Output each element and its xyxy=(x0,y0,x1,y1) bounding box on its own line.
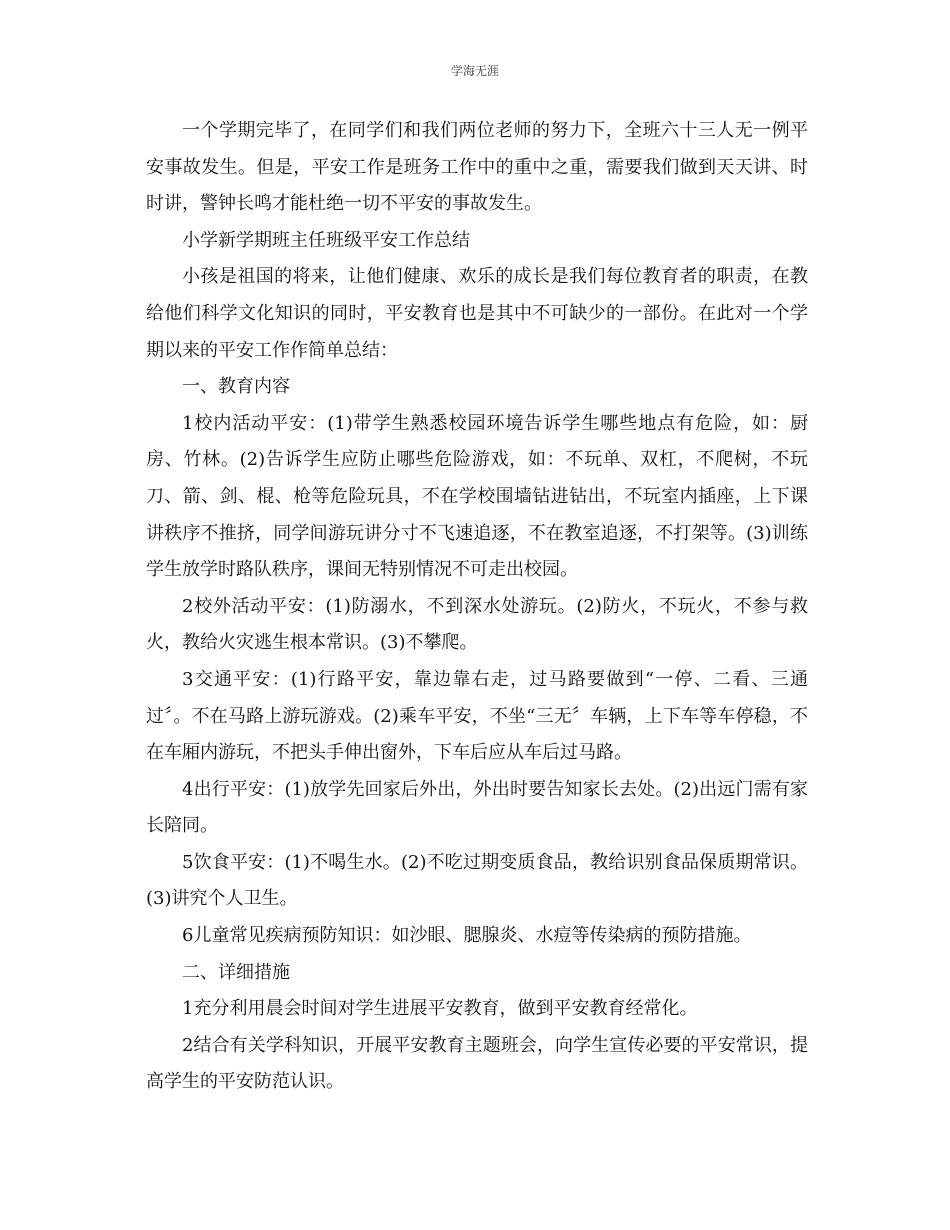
page-header: 学海无涯 xyxy=(450,64,499,78)
paragraph-traffic-safety: 3交通平安：(1)行路平安，靠边靠右走，过马路要做到“一停、二看、三通过〞。不在马路上游玩游戏。(2)乘车平安，不坐“三无〞车辆，上下车等车停稳，不在车厢内游玩，不把头手伸出窗外，下车后应从车后过马路。 xyxy=(146,668,808,764)
paragraph-measure-2: 2结合有关学科知识，开展平安教育主题班会，向学生宣传必要的平安常识，提高学生的平安防范认识。 xyxy=(146,1034,808,1093)
heading-education-content: 一、教育内容 xyxy=(182,376,290,398)
paragraph-measure-1: 1充分利用晨会时间对学生进展平安教育，做到平安教育经常化。 xyxy=(182,998,698,1020)
paragraph-food-safety: 5饮食平安：(1)不喝生水。(2)不吃过期变质食品，教给识别食品保质期常识。(3)讲究个人卫生。 xyxy=(146,851,808,910)
paragraph-outdoor-safety: 2校外活动平安：(1)防溺水，不到深水处游玩。(2)防火，不玩火，不参与救火，教给火灾逃生根本常识。(3)不攀爬。 xyxy=(146,595,808,654)
paragraph-campus-safety: 1校内活动平安：(1)带学生熟悉校园环境告诉学生哪些地点有危险，如：厨房、竹林。(2)告诉学生应防止哪些危险游戏，如：不玩单、双杠，不爬树，不玩刀、箭、剑、棍、枪等危险玩具，不在学校围墙钻进钻出，不玩室内插座，上下课讲秩序不推挤，同学间游玩讲分寸不飞速追逐，不在教室追逐，不打架等。(3)训练学生放学时路队秩序，课间无特别情况不可走出校园。 xyxy=(146,412,808,581)
paragraph-disease-prevention: 6儿童常见疾病预防知识：如沙眼、腮腺炎、水痘等传染病的预防措施。 xyxy=(182,925,752,947)
section-title: 小学新学期班主任班级平安工作总结 xyxy=(182,229,470,251)
paragraph-intro-summary: 一个学期完毕了，在同学们和我们两位老师的努力下，全班六十三人无一例平安事故发生。但是，平安工作是班务工作中的重中之重，需要我们做到天天讲、时时讲，警钟长鸣才能杜绝一切不平安的事故发生。 xyxy=(146,120,808,215)
paragraph-travel-safety: 4出行平安：(1)放学先回家后外出，外出时要告知家长去处。(2)出远门需有家长陪同。 xyxy=(146,778,808,837)
paragraph-preface: 小孩是祖国的将来，让他们健康、欢乐的成长是我们每位教育者的职责，在教给他们科学文化知识的同时，平安教育也是其中不可缺少的一部份。在此对一个学期以来的平安工作作简单总结： xyxy=(146,266,808,361)
heading-detailed-measures: 二、详细措施 xyxy=(182,961,290,983)
document-body xyxy=(146,113,808,1101)
